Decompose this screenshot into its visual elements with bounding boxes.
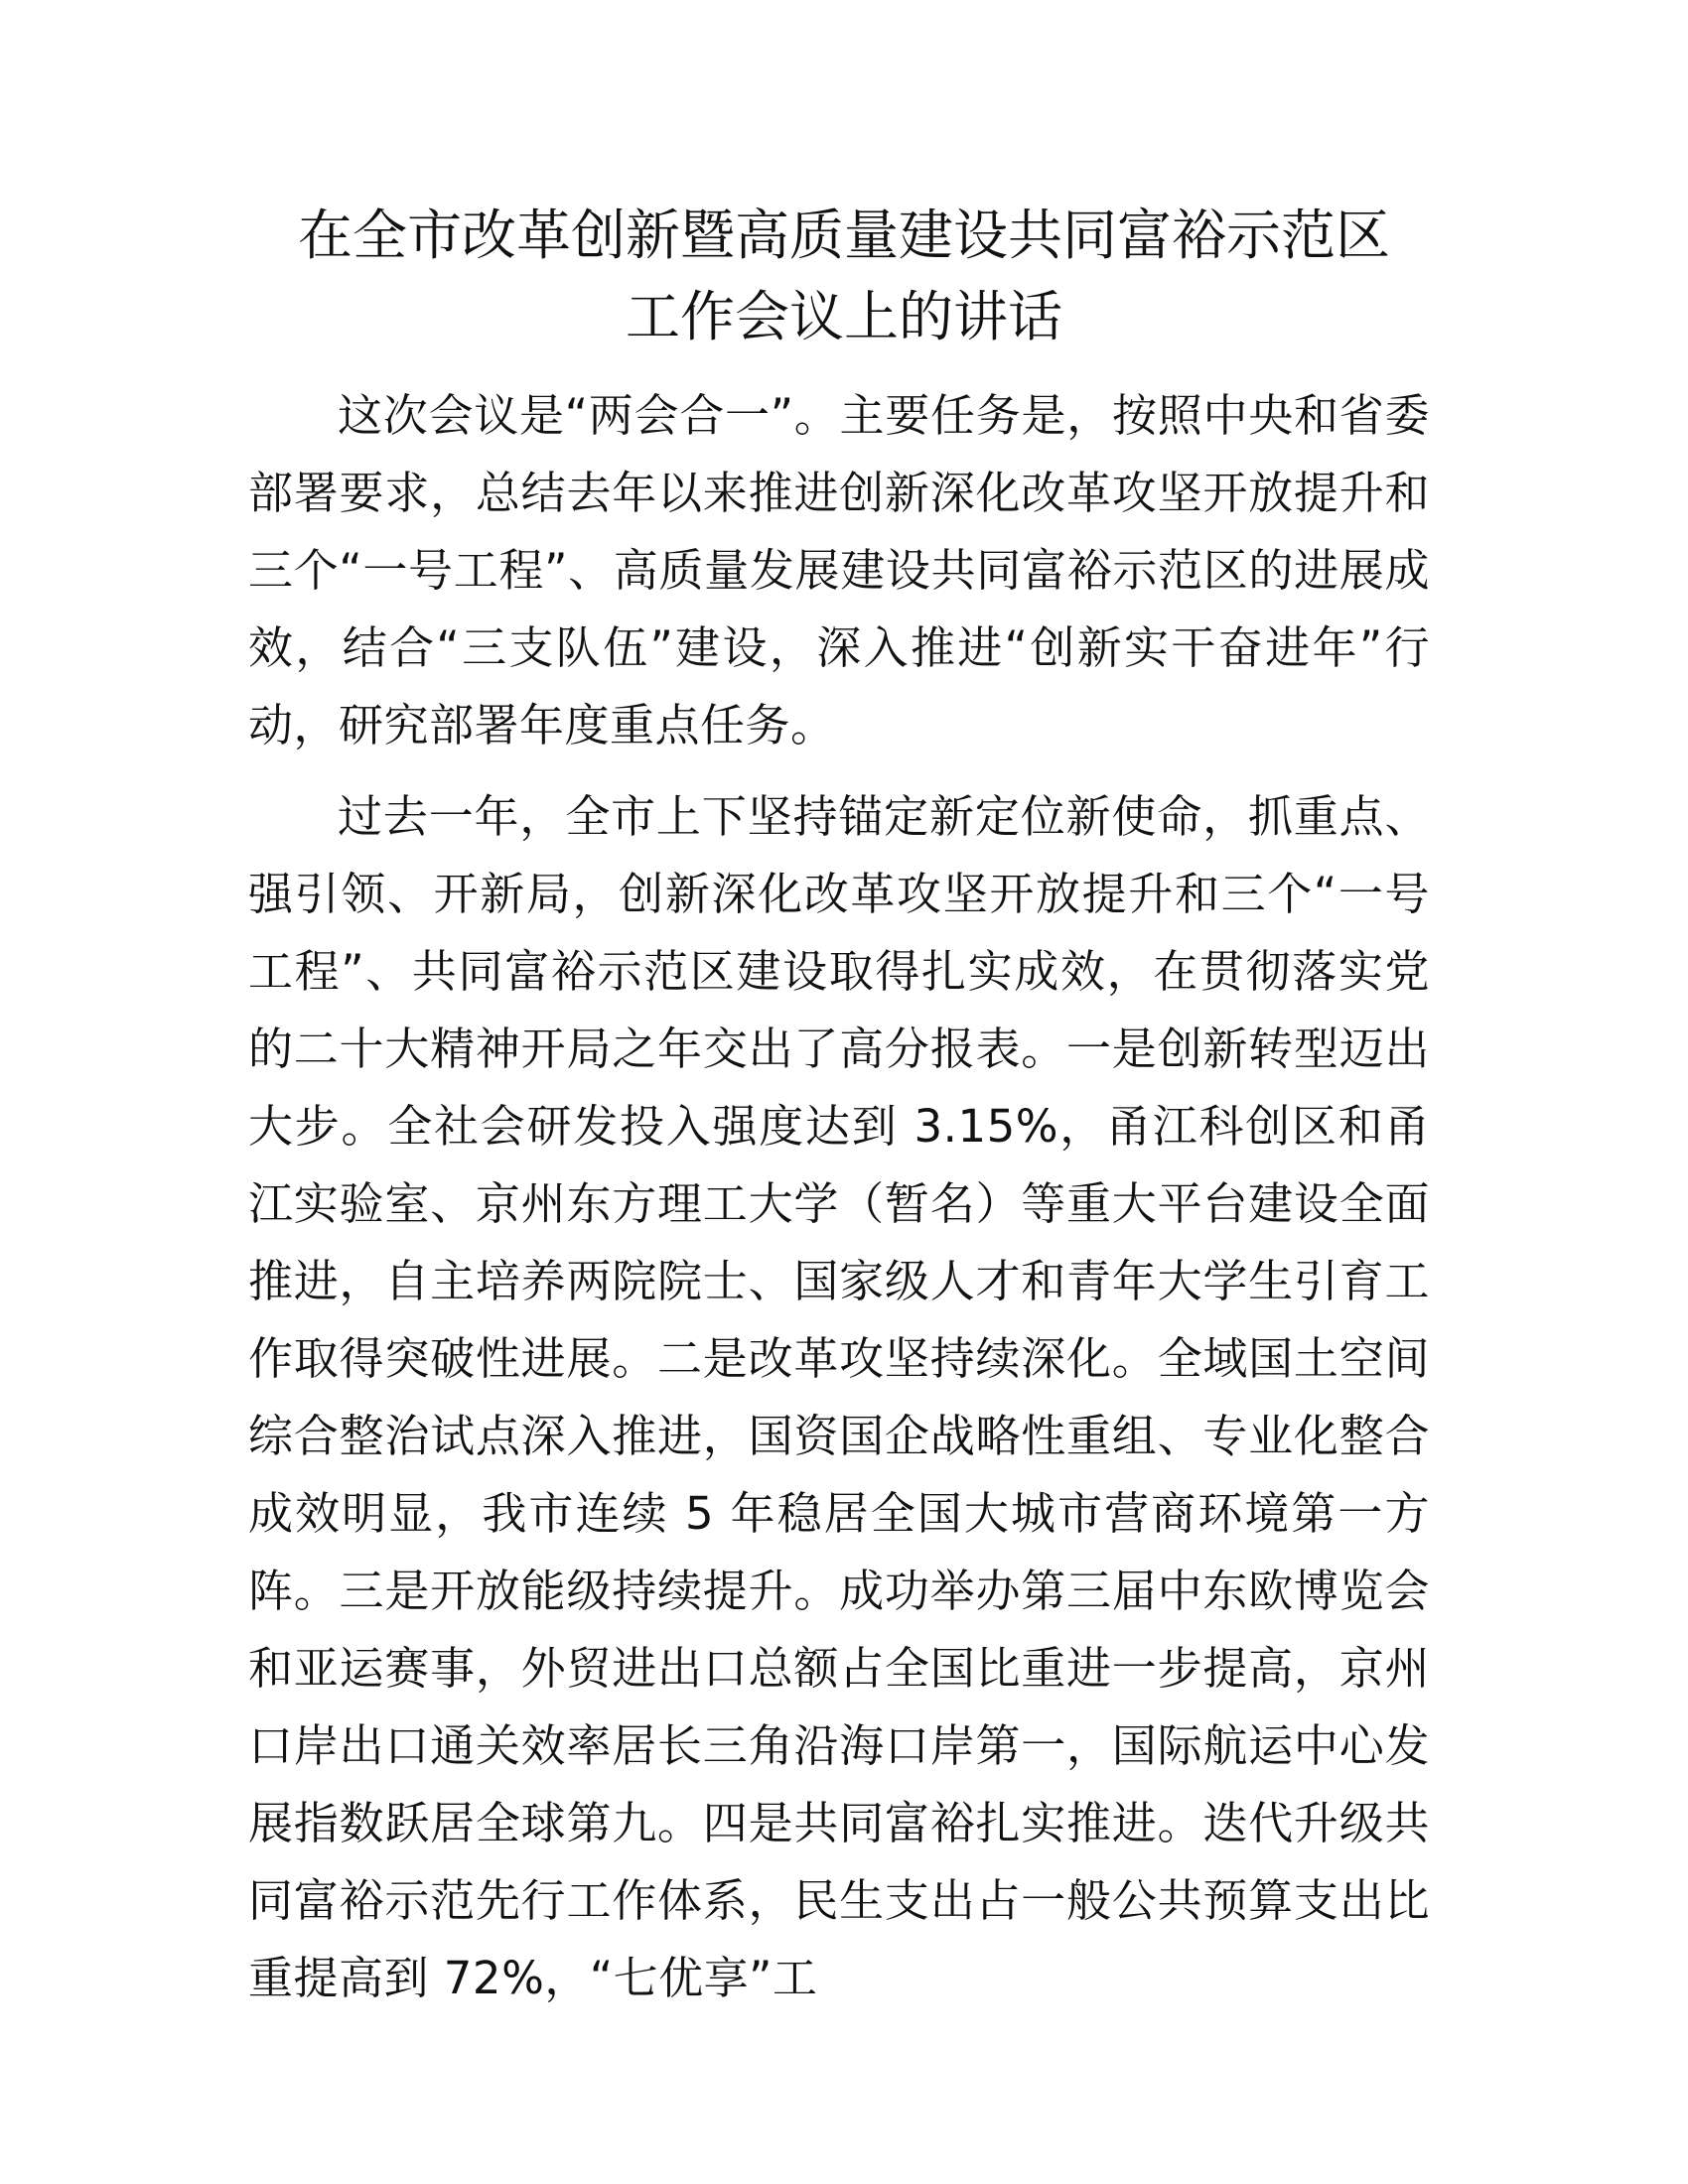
paragraph-1-block — [248, 377, 1430, 764]
document-title — [179, 195, 1509, 357]
paragraph-1: 这次会议是“两会合一”。主要任务是，按照中央和省委部署要求，总结去年以来推进创新深化改革攻坚开放提升和三个“一号工程”、高质量发展建设共同富裕示范区的进展成效，结合“三支队伍”建设，深入推进“创新实干奋进年”行动，研究部署年度重点任务。 — [248, 389, 1430, 751]
paragraph-2-block — [248, 778, 1430, 2017]
paragraph-2: 过去一年，全市上下坚持锚定新定位新使命，抓重点、强引领、开新局，创新深化改革攻坚开放提升和三个“一号工程”、共同富裕示范区建设取得扎实成效，在贯彻落实党的二十大精神开局之年交出了高分报表。一是创新转型迈出大步。全社会研发投入强度达到 3.15%，甬江科创区和甬江实验室、京州东方理工大学（暂名）等重大平台建设全面推进，自主培养两院院士、国家级人才和青年大学生引育工作取得突破性进展。二是改革攻坚持续深化。全域国土空间综合整治试点深入推进，国资国企战略性重组、专业化整合成效明显，我市连续 5 年稳居全国大城市营商环境第一方阵。三是开放能级持续提升。成功举办第三届中东欧博览会和亚运赛事，外贸进出口总额占全国比重进一步提高，京州口岸出口通关效率居长三角沿海口岸第一，国际航运中心发展指数跃居全球第九。四是共同富裕扎实推进。迭代升级共同富裕示范先行工作体系，民生支出占一般公共预算支出比重提高到 72%，“七优享”工 — [248, 790, 1430, 2004]
title-line-1: 在全市改革创新暨高质量建设共同富裕示范区 — [297, 204, 1390, 267]
title-line-2: 工作会议上的讲话 — [625, 285, 1062, 348]
